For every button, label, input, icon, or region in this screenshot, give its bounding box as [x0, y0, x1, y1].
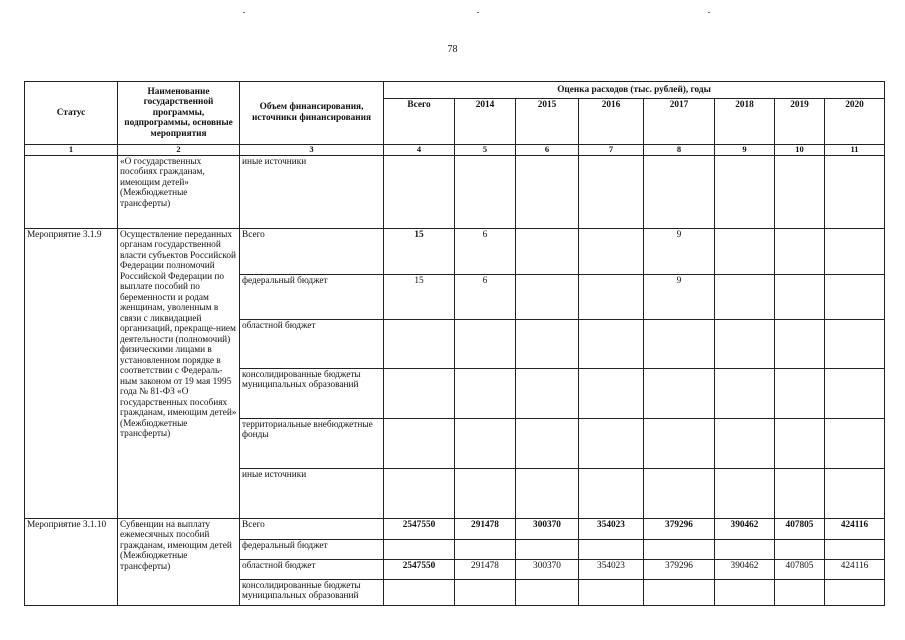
- column-number: 10: [775, 145, 825, 156]
- value-cell: 379296: [644, 518, 715, 539]
- value-cell: 2547550: [384, 518, 455, 539]
- value-cell: [516, 368, 579, 418]
- source-cell: федеральный бюджет: [240, 274, 384, 319]
- expenses-table: [24, 81, 885, 606]
- source-cell: консолидированные бюджеты муниципальных образований: [240, 579, 384, 605]
- value-cell: [775, 539, 825, 559]
- value-cell: 424116: [825, 559, 885, 579]
- source-cell: иные источники: [240, 468, 384, 518]
- value-cell: 291478: [455, 559, 516, 579]
- source-cell: консолидированные бюджеты муниципальных образований: [240, 368, 384, 418]
- value-cell: 6: [455, 228, 516, 274]
- header-year: 2014: [455, 99, 516, 145]
- value-cell: [455, 368, 516, 418]
- value-cell: [516, 539, 579, 559]
- value-cell: [644, 418, 715, 468]
- value-cell: [775, 228, 825, 274]
- value-cell: [384, 319, 455, 368]
- value-cell: [384, 418, 455, 468]
- value-cell: [579, 368, 644, 418]
- scan-mark: [243, 12, 245, 13]
- value-cell: [775, 274, 825, 319]
- value-cell: [715, 274, 775, 319]
- source-cell: областной бюджет: [240, 319, 384, 368]
- header-year: 2019: [775, 99, 825, 145]
- header-year: 2017: [644, 99, 715, 145]
- column-number: 4: [384, 145, 455, 156]
- value-cell: 6: [455, 274, 516, 319]
- table-row: [25, 228, 885, 274]
- value-cell: [455, 468, 516, 518]
- value-cell: [579, 579, 644, 605]
- column-number: 7: [579, 145, 644, 156]
- value-cell: [579, 228, 644, 274]
- value-cell: 9: [644, 228, 715, 274]
- value-cell: [715, 468, 775, 518]
- value-cell: [579, 418, 644, 468]
- value-cell: [579, 319, 644, 368]
- value-cell: [715, 319, 775, 368]
- table-row: [25, 518, 885, 539]
- value-cell: 424116: [825, 518, 885, 539]
- value-cell: [644, 539, 715, 559]
- header-name: Наименование государственной программы, подпрограммы, основные мероприятия: [118, 82, 240, 145]
- value-cell: [455, 418, 516, 468]
- column-number-row: [25, 145, 885, 156]
- value-cell: [579, 274, 644, 319]
- value-cell: [825, 468, 885, 518]
- value-cell: [825, 274, 885, 319]
- header-source: Объем финансирования, источники финансирования: [240, 82, 384, 145]
- column-number: 11: [825, 145, 885, 156]
- column-number: 5: [455, 145, 516, 156]
- value-cell: [516, 319, 579, 368]
- column-number: 8: [644, 145, 715, 156]
- value-cell: 354023: [579, 518, 644, 539]
- header-estimate: Оценка расходов (тыс. рублей), годы: [384, 82, 885, 99]
- value-cell: [384, 539, 455, 559]
- name-cell: «О государственных пособиях гражданам, имеющим детей» (Межбюджетные трансферты): [118, 155, 240, 228]
- value-cell: [775, 319, 825, 368]
- value-cell: [825, 579, 885, 605]
- value-cell: [715, 539, 775, 559]
- value-cell: 379296: [644, 559, 715, 579]
- value-cell: [455, 319, 516, 368]
- header-total: Всего: [384, 99, 455, 145]
- value-cell: [775, 368, 825, 418]
- column-number: 9: [715, 145, 775, 156]
- value-cell: 407805: [775, 559, 825, 579]
- value-cell: [384, 468, 455, 518]
- column-number: 3: [240, 145, 384, 156]
- value-cell: [715, 368, 775, 418]
- value-cell: [825, 368, 885, 418]
- value-cell: [644, 468, 715, 518]
- value-cell: [644, 368, 715, 418]
- column-number: 1: [25, 145, 118, 156]
- value-cell: [644, 579, 715, 605]
- value-cell: 15: [384, 228, 455, 274]
- name-cell: Осуществление переданных органам государственной власти субъектов Российской Федерации полномочий Российской Федерации по выплате пособий по беременности и родам женщинам, уволенным в связи с ликвидацией организаций, прекраще-нием деятельности (полномочий) физическими лицами в установленном порядке в соответствии с Федераль-ным законом от 19 мая 1995 года № 81-ФЗ «О государственных пособиях гражданам, имеющим детей» (Межбюджетные трансферты): [118, 228, 240, 518]
- value-cell: 291478: [455, 518, 516, 539]
- source-cell: Всего: [240, 228, 384, 274]
- value-cell: [516, 468, 579, 518]
- value-cell: 354023: [579, 559, 644, 579]
- value-cell: [516, 418, 579, 468]
- value-cell: [825, 418, 885, 468]
- status-cell: Мероприятие 3.1.10: [25, 518, 118, 605]
- source-cell: Всего: [240, 518, 384, 539]
- value-cell: [775, 418, 825, 468]
- value-cell: 9: [644, 274, 715, 319]
- header-status: Статус: [25, 82, 118, 145]
- header-year: 2020: [825, 99, 885, 145]
- value-cell: 407805: [775, 518, 825, 539]
- value-cell: 300370: [516, 559, 579, 579]
- value-cell: [384, 368, 455, 418]
- column-number: 6: [516, 145, 579, 156]
- table-row: [25, 155, 885, 228]
- value-cell: [455, 539, 516, 559]
- value-cell: [825, 539, 885, 559]
- header-row: [25, 82, 885, 99]
- column-number: 2: [118, 145, 240, 156]
- value-cell: [715, 228, 775, 274]
- value-cell: [775, 579, 825, 605]
- status-cell: [25, 155, 118, 228]
- source-cell: федеральный бюджет: [240, 539, 384, 559]
- source-cell: иные источники: [240, 155, 384, 228]
- value-cell: [825, 319, 885, 368]
- scan-mark: [477, 12, 479, 13]
- value-cell: [579, 539, 644, 559]
- value-cell: [516, 274, 579, 319]
- source-cell: территориальные внебюджетные фонды: [240, 418, 384, 468]
- scan-mark: [708, 12, 710, 13]
- value-cell: [579, 468, 644, 518]
- name-cell: Субвенции на выплату ежемесячных пособий гражданам, имеющим детей (Межбюджетные трансферты): [118, 518, 240, 605]
- value-cell: [455, 579, 516, 605]
- value-cell: [644, 319, 715, 368]
- value-cell: [715, 579, 775, 605]
- value-cell: [384, 579, 455, 605]
- value-cell: [516, 579, 579, 605]
- value-cell: 15: [384, 274, 455, 319]
- value-cell: 390462: [715, 559, 775, 579]
- source-cell: областной бюджет: [240, 559, 384, 579]
- value-cell: [825, 228, 885, 274]
- page-number: 78: [447, 44, 458, 55]
- value-cell: [775, 468, 825, 518]
- value-cell: [516, 228, 579, 274]
- value-cell: [715, 418, 775, 468]
- value-cell: 2547550: [384, 559, 455, 579]
- value-cell: 300370: [516, 518, 579, 539]
- status-cell: Мероприятие 3.1.9: [25, 228, 118, 518]
- value-cell: 390462: [715, 518, 775, 539]
- header-year: 2015: [516, 99, 579, 145]
- header-year: 2016: [579, 99, 644, 145]
- header-year: 2018: [715, 99, 775, 145]
